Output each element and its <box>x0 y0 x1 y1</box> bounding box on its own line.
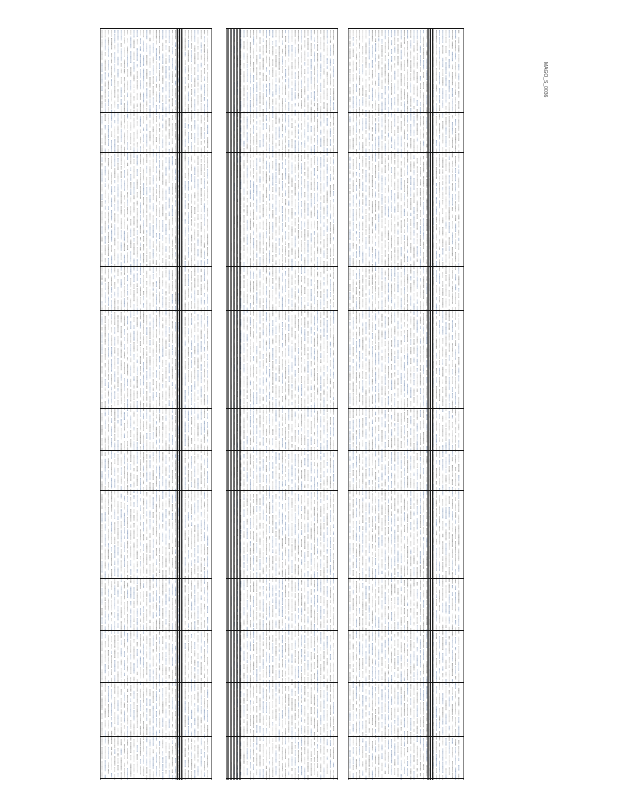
rotated-data-table <box>348 28 464 780</box>
table-cell-texture <box>102 30 208 780</box>
table-cell-texture <box>228 30 334 780</box>
document-side-label <box>538 62 550 102</box>
corner-note <box>610 6 616 26</box>
table-panel-1 <box>100 28 212 780</box>
left-margin-note <box>78 648 90 778</box>
table-panel-3 <box>348 28 464 780</box>
table-panel-2 <box>226 28 338 780</box>
document-side-label-text: MAGO_S_0036 <box>542 62 548 98</box>
rotated-data-table <box>100 28 212 780</box>
table-cell-texture <box>350 30 459 780</box>
rotated-data-table <box>226 28 338 780</box>
